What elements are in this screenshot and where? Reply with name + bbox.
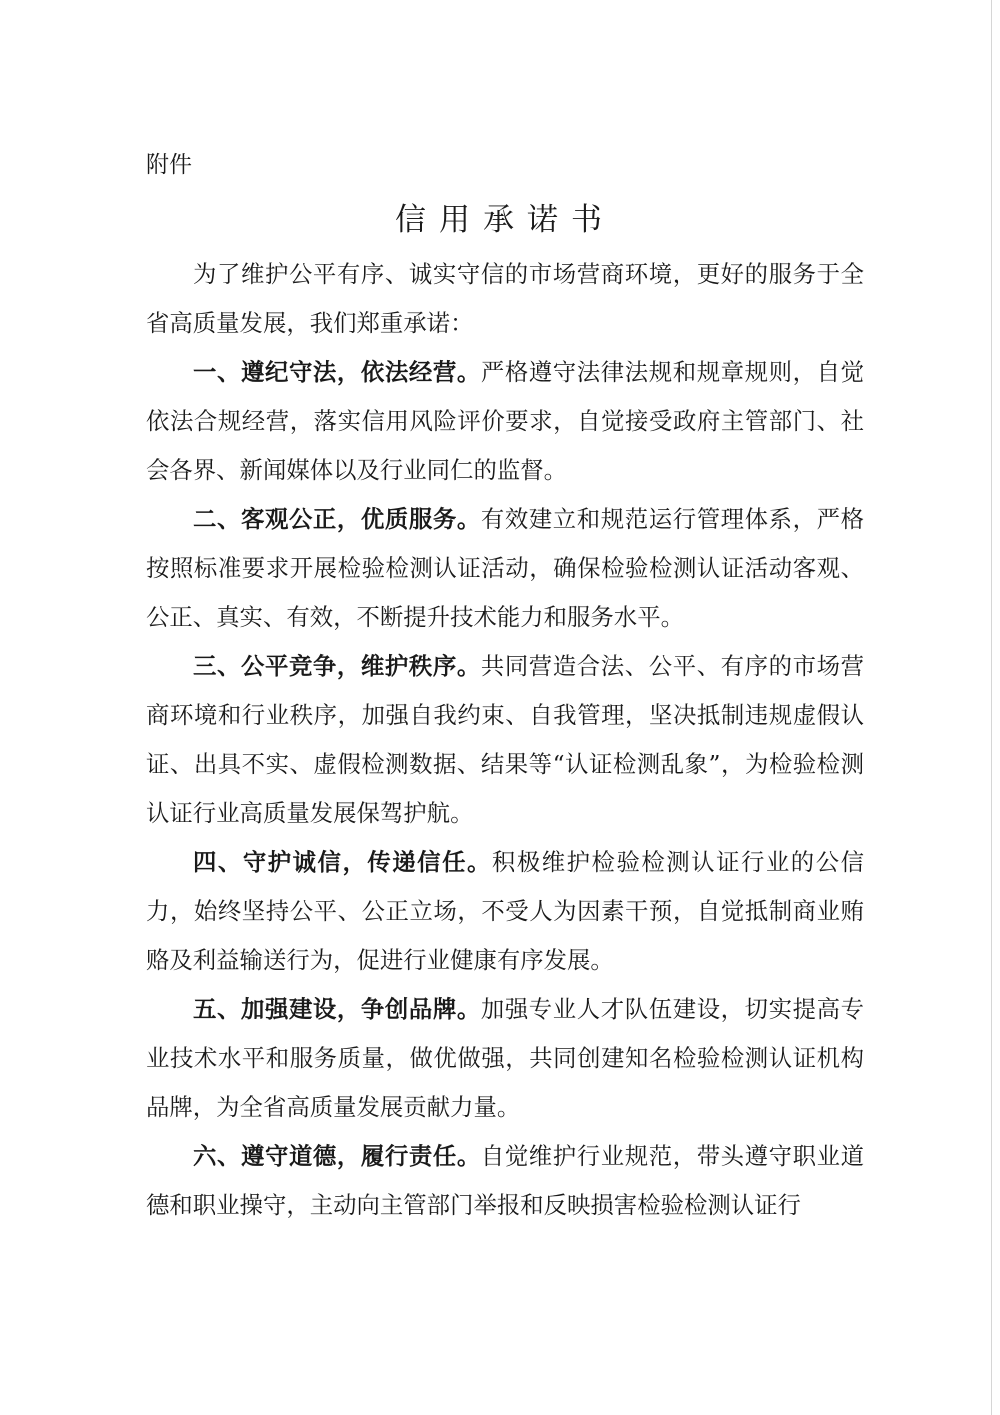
attachment-label: 附件 (146, 152, 192, 178)
commitment-paragraph-6 (146, 1132, 864, 1230)
commitment-paragraph-5 (146, 985, 864, 1132)
commitment-paragraph-1 (146, 348, 864, 495)
commitment-text-3: 共同营造合法、公平、有序的市场营商环境和行业秩序，加强自我约束、自我管理，坚决抵制违规虚假认证、出具不实、虚假检测数据、结果等“认证检测乱象”，为检验检测认证行业高质量发展保驾护航。 (146, 652, 865, 827)
commitment-text-2: 有效建立和规范运行管理体系，严格按照标准要求开展检验检测认证活动，确保检验检测认证活动客观、公正、真实、有效，不断提升技术能力和服务水平。 (146, 505, 865, 631)
intro-paragraph: 为了维护公平有序、诚实守信的市场营商环境，更好的服务于全省高质量发展，我们郑重承诺： (146, 260, 864, 337)
commitment-text-5: 加强专业人才队伍建设，切实提高专业技术水平和服务质量，做优做强，共同创建知名检验检测认证机构品牌，为全省高质量发展贡献力量。 (146, 995, 865, 1121)
commitment-text-4: 积极维护检验检测认证行业的公信力，始终坚持公平、公正立场，不受人为因素干预，自觉抵制商业贿赂及利益输送行为，促进行业健康有序发展。 (146, 848, 865, 974)
commitment-text-1: 严格遵守法律法规和规章规则，自觉依法合规经营，落实信用风险评价要求，自觉接受政府主管部门、社会各界、新闻媒体以及行业同仁的监督。 (146, 358, 865, 484)
commitment-heading-2: 二、客观公正，优质服务。 (193, 505, 481, 533)
commitment-heading-3: 三、公平竞争，维护秩序。 (193, 652, 481, 680)
document-body (146, 250, 864, 1230)
commitment-heading-5: 五、加强建设，争创品牌。 (193, 995, 481, 1023)
commitment-heading-1: 一、遵纪守法，依法经营。 (193, 358, 481, 386)
commitment-paragraph-4 (146, 838, 864, 985)
commitment-text-6: 自觉维护行业规范，带头遵守职业道德和职业操守，主动向主管部门举报和反映损害检验检测认证行 (146, 1142, 865, 1219)
commitment-heading-4: 四、守护诚信，传递信任。 (193, 848, 492, 876)
commitment-paragraph-2 (146, 495, 864, 642)
document-title: 信用承诺书 (395, 202, 615, 238)
commitment-heading-6: 六、遵守道德，履行责任。 (193, 1142, 481, 1170)
commitment-paragraph-3 (146, 642, 864, 838)
